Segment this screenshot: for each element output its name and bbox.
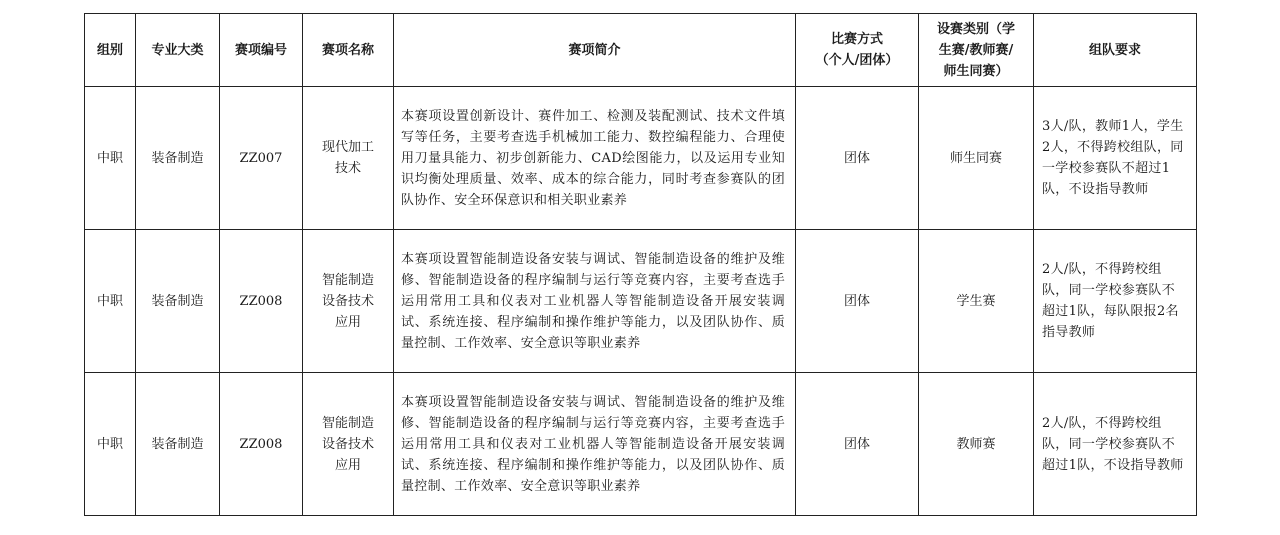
cell-code: ZZ008 — [220, 230, 303, 373]
cell-intro: 本赛项设置智能制造设备安装与调试、智能制造设备的维护及维修、智能制造设备的程序编制与运行等竞赛内容，主要考查选手运用常用工具和仪表对工业机器人等智能制造设备开展安装调试、系统连接、程序编制和操作维护等能力，以及团队协作、质量控制、工作效率、安全意识等职业素养 — [394, 230, 796, 373]
cell-name: 智能制造 设备技术 应用 — [303, 373, 394, 516]
header-intro: 赛项简介 — [394, 14, 796, 87]
cell-requirements: 2人/队，不得跨校组队，同一学校参赛队不超过1队，每队限报2名指导教师 — [1034, 230, 1197, 373]
header-requirements: 组队要求 — [1034, 14, 1197, 87]
cell-intro: 本赛项设置智能制造设备安装与调试、智能制造设备的维护及维修、智能制造设备的程序编制与运行等竞赛内容，主要考查选手运用常用工具和仪表对工业机器人等智能制造设备开展安装调试、系统连接、程序编制和操作维护等能力，以及团队协作、质量控制、工作效率、安全意识等职业素养 — [394, 373, 796, 516]
cell-group: 中职 — [85, 373, 136, 516]
cell-type: 教师赛 — [919, 373, 1034, 516]
cell-category: 装备制造 — [136, 87, 220, 230]
cell-requirements: 2人/队，不得跨校组队，同一学校参赛队不超过1队，不设指导教师 — [1034, 373, 1197, 516]
competition-table — [84, 13, 1197, 516]
cell-group: 中职 — [85, 230, 136, 373]
header-type: 设赛类别（学 生赛/教师赛/ 师生同赛） — [919, 14, 1034, 87]
cell-type: 师生同赛 — [919, 87, 1034, 230]
cell-requirements: 3人/队，教师1人，学生2人，不得跨校组队，同一学校参赛队不超过1队，不设指导教师 — [1034, 87, 1197, 230]
cell-mode: 团体 — [796, 373, 919, 516]
cell-type: 学生赛 — [919, 230, 1034, 373]
cell-category: 装备制造 — [136, 230, 220, 373]
cell-category: 装备制造 — [136, 373, 220, 516]
cell-name: 智能制造 设备技术 应用 — [303, 230, 394, 373]
table-row — [85, 373, 1197, 516]
table-row — [85, 87, 1197, 230]
cell-name: 现代加工 技术 — [303, 87, 394, 230]
header-category: 专业大类 — [136, 14, 220, 87]
table-row — [85, 230, 1197, 373]
cell-code: ZZ007 — [220, 87, 303, 230]
cell-mode: 团体 — [796, 87, 919, 230]
cell-mode: 团体 — [796, 230, 919, 373]
header-code: 赛项编号 — [220, 14, 303, 87]
cell-group: 中职 — [85, 87, 136, 230]
header-row — [85, 14, 1197, 87]
cell-intro: 本赛项设置创新设计、赛件加工、检测及装配测试、技术文件填写等任务，主要考查选手机械加工能力、数控编程能力、合理使用刀量具能力、初步创新能力、CAD绘图能力，以及运用专业知识均衡处理质量、效率、成本的综合能力，同时考查参赛队的团队协作、安全环保意识和相关职业素养 — [394, 87, 796, 230]
header-name: 赛项名称 — [303, 14, 394, 87]
header-mode: 比赛方式 （个人/团体） — [796, 14, 919, 87]
header-group: 组别 — [85, 14, 136, 87]
cell-code: ZZ008 — [220, 373, 303, 516]
